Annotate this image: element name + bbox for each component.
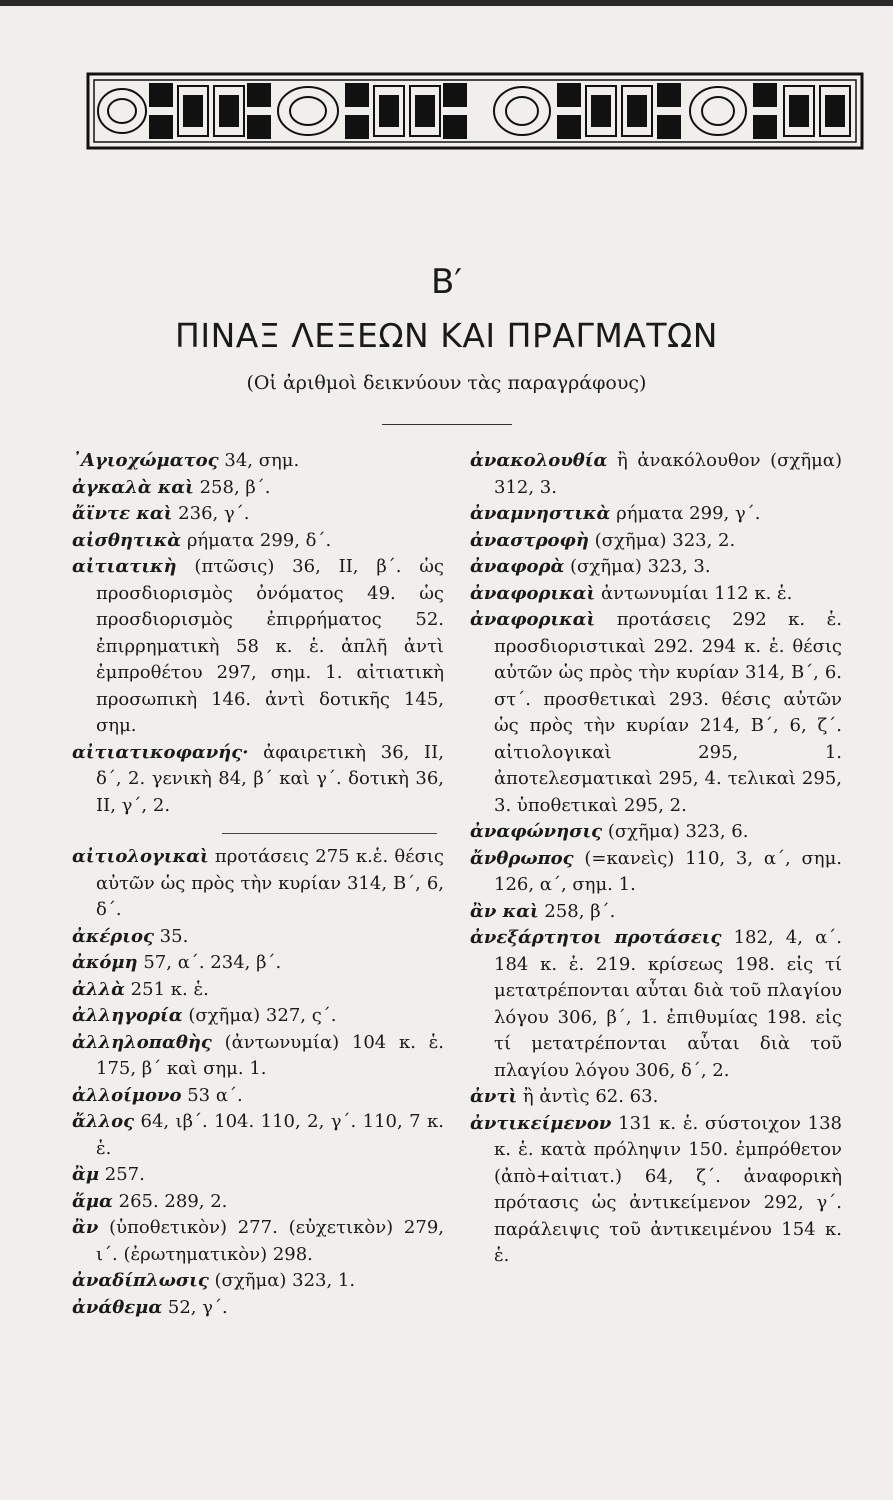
entry-headword: ἀναμνηστικὰ <box>470 503 611 524</box>
entry-headword: ᾿Αγιοχώματος <box>72 450 219 471</box>
entry-references: 257. <box>99 1164 145 1185</box>
entry-references: προτάσεις 275 κ.ἑ. θέσις αὐτῶν ὡς πρὸς τὴν κυρίαν 314, Β΄, 6, δ΄. <box>96 846 444 920</box>
index-entry <box>72 1109 444 1162</box>
entry-references: 236, γ΄. <box>172 503 250 524</box>
entry-headword: ἀγκαλὰ καὶ <box>72 476 194 498</box>
index-entry <box>470 607 842 819</box>
entry-references: (=κανεὶς) 110, 3, α΄, σημ. 126, α΄, σημ. 1. <box>494 847 842 895</box>
index-entry <box>72 924 444 951</box>
index-entry <box>470 1084 842 1111</box>
entry-references: προτάσεις 292 κ. ἑ. προσδιοριστικαὶ 292. 294 κ. ἑ. θέσις αὐτῶν ὡς πρὸς τὴν κυρίαν 314, Β΄, 6. στ΄. προσθετικαὶ 293. θέσις αὐτῶν ὡς πρὸς τὴν κυρίαν 214, Β΄, 6, ζ΄. αἰτιολογικαὶ 295, 1. ἀποτελεσματικαὶ 295, 4. τελικαὶ 295, 3. ὑποθετικαὶ 295, 2. <box>494 609 842 816</box>
entry-references: 64, ιβ΄. 104. 110, 2, γ΄. 110, 7 κ. ἑ. <box>96 1111 444 1159</box>
section-letter: B′ <box>430 262 463 302</box>
entry-references: 34, σημ. <box>218 450 300 471</box>
entry-headword: αἰσθητικὰ <box>72 529 182 551</box>
entry-headword: ἂν καὶ <box>470 900 539 922</box>
title-divider <box>382 424 512 425</box>
entry-references: ἀντωνυμίαι 112 κ. ἑ. <box>595 582 793 604</box>
entry-headword: ἀντικείμενον <box>470 1112 612 1134</box>
index-entry <box>72 1215 444 1268</box>
entry-references: (ὑποθετικὸν) 277. (εὐχετικὸν) 279, ι΄. (ἐρωτηματικὸν) 298. <box>96 1217 444 1265</box>
index-entry <box>72 844 444 924</box>
entry-references: 258, β΄. <box>538 900 616 922</box>
index-entry <box>72 740 444 820</box>
entry-headword: ἀναφώνησις <box>470 821 603 842</box>
entry-headword: αἰτιατικοφανής· <box>72 741 249 763</box>
entry-references: ἢ ἀνακόλουθον (σχῆμα) 312, 3. <box>494 450 842 498</box>
index-entry <box>72 448 444 475</box>
ornamental-border-band <box>86 72 864 150</box>
column-rule <box>222 833 437 834</box>
entry-headword: ἀνάθεμα <box>72 1296 163 1318</box>
index-entry <box>470 1111 842 1270</box>
entry-references: (πτῶσις) 36, ΙΙ, β΄. ὡς προσδιορισμὸς ὀνόματος 49. ὡς προσδιορισμὸς ἐπιρρήματος 52. ἐπιρρηματικὴ 58 κ. ἑ. ἁπλῆ ἀντὶ ἐμπροθέτου 297, σημ. 1. αἰτιατικὴ προσωπικὴ 146. ἀντὶ δοτικῆς 145, σημ. <box>96 556 444 736</box>
entry-headword: ἀναστροφὴ <box>470 529 589 551</box>
entry-headword: ἅμα <box>72 1190 113 1212</box>
entry-headword: ἄλλος <box>72 1111 135 1132</box>
index-column-right <box>470 448 842 1270</box>
index-entry <box>72 1030 444 1083</box>
entry-references: (ἀντωνυμία) 104 κ. ἑ. 175, β΄ καὶ σημ. 1. <box>96 1031 444 1079</box>
index-column-left <box>72 448 444 1321</box>
index-entry <box>72 554 444 740</box>
index-entry <box>470 581 842 608</box>
index-entry <box>72 950 444 977</box>
entry-headword: ἀντὶ <box>470 1086 518 1107</box>
entry-headword: ἀναδίπλωσις <box>72 1270 209 1291</box>
entry-headword: αἰτιολογικαὶ <box>72 846 209 867</box>
entry-references: ἀφαιρετικὴ 36, ΙΙ, δ΄, 2. γενικὴ 84, β΄ καὶ γ΄. δοτικὴ 36, ΙΙ, γ΄, 2. <box>96 741 444 816</box>
entry-references: ἢ ἀντὶς 62. 63. <box>517 1086 659 1107</box>
entry-references: 251 κ. ἑ. <box>124 978 209 1000</box>
entry-references: (σχῆμα) 323, 2. <box>588 529 736 551</box>
entry-headword: ἀνακολουθία <box>470 450 608 471</box>
entry-headword: ἀναφορικαὶ <box>470 582 596 604</box>
index-entry <box>470 528 842 555</box>
entry-references: ρήματα 299, δ΄. <box>181 529 332 551</box>
entry-references: 182, 4, α΄. 184 κ. ἑ. 219. κρίσεως 198. εἰς τί μετατρέπονται αὗται διὰ τοῦ πλαγίου λόγου 306, β΄, 1. ἐπιθυμίας 198. εἰς τί μετατρέπονται αὗται διὰ τοῦ πλαγίου λόγου 306, δ΄, 2. <box>494 927 842 1081</box>
entry-headword: ἀναφορικαὶ <box>470 609 596 630</box>
entry-headword: ἀνεξάρτητοι προτάσεις <box>470 927 722 948</box>
index-entry <box>72 1295 444 1322</box>
entry-references: 53 α΄. <box>181 1084 243 1106</box>
entry-headword: ἀναφορὰ <box>470 556 565 577</box>
entry-references: ρήματα 299, γ΄. <box>610 503 761 524</box>
entry-headword: ἀλλοίμονο <box>72 1084 182 1106</box>
entry-references: 131 κ. ἑ. σύστοιχον 138 κ. ἑ. κατὰ πρόληψιν 150. ἐμπρόθετον (ἀπὸ+αἰτιατ.) 64, ζ΄. ἀναφορικὴ πρότασις ὡς ἀντικείμενον 292, γ΄. παράλειψις τοῦ ἀντικειμένου 154 κ. ἑ. <box>494 1112 842 1266</box>
entry-headword: ἂν <box>72 1217 99 1238</box>
entry-headword: ἀλληγορία <box>72 1005 183 1026</box>
entry-references: (σχῆμα) 323, 6. <box>602 821 749 842</box>
index-entry <box>470 925 842 1084</box>
index-entry <box>72 977 444 1004</box>
index-entry <box>470 819 842 846</box>
entry-headword: ἀλληλοπαθὴς <box>72 1031 212 1053</box>
index-entry <box>470 554 842 581</box>
index-entry <box>72 528 444 555</box>
index-entry <box>72 475 444 502</box>
index-entry <box>470 846 842 899</box>
entry-headword: ἂμ <box>72 1164 100 1185</box>
page-subtitle: (Οἱ ἀριθμοὶ δεικνύουν τὰς παραγράφους) <box>246 372 647 394</box>
entry-references: 52, γ΄. <box>162 1296 228 1318</box>
index-entry <box>470 448 842 501</box>
index-entry <box>72 1083 444 1110</box>
entry-references: (σχῆμα) 323, 3. <box>564 556 711 577</box>
index-entry <box>470 899 842 926</box>
entry-references: (σχῆμα) 327, ς΄. <box>182 1005 337 1026</box>
entry-references: 57, α΄. 234, β΄. <box>137 952 282 973</box>
top-border <box>0 0 893 6</box>
entry-references: 35. <box>153 925 189 947</box>
index-entry <box>72 1162 444 1189</box>
index-entry <box>72 1003 444 1030</box>
entry-references: (σχῆμα) 323, 1. <box>208 1270 356 1291</box>
index-entry <box>72 1268 444 1295</box>
index-entry <box>72 1189 444 1216</box>
entry-headword: ἄνθρωπος <box>470 847 574 869</box>
entry-headword: ἄϊντε καὶ <box>72 503 173 524</box>
index-entry <box>470 501 842 528</box>
entry-headword: ἀκέριος <box>72 925 154 947</box>
entry-references: 265. 289, 2. <box>112 1190 228 1212</box>
entry-headword: αἰτιατικὴ <box>72 556 177 577</box>
index-entry <box>72 501 444 528</box>
entry-headword: ἀκόμη <box>72 952 138 973</box>
ornament-motif <box>98 84 850 138</box>
page-title: ΠΙΝΑΞ ΛΕΞΕΩΝ ΚΑΙ ΠΡΑΓΜΑΤΩΝ <box>175 316 718 355</box>
entry-references: 258, β΄. <box>193 476 271 498</box>
entry-headword: ἀλλὰ <box>72 978 125 1000</box>
